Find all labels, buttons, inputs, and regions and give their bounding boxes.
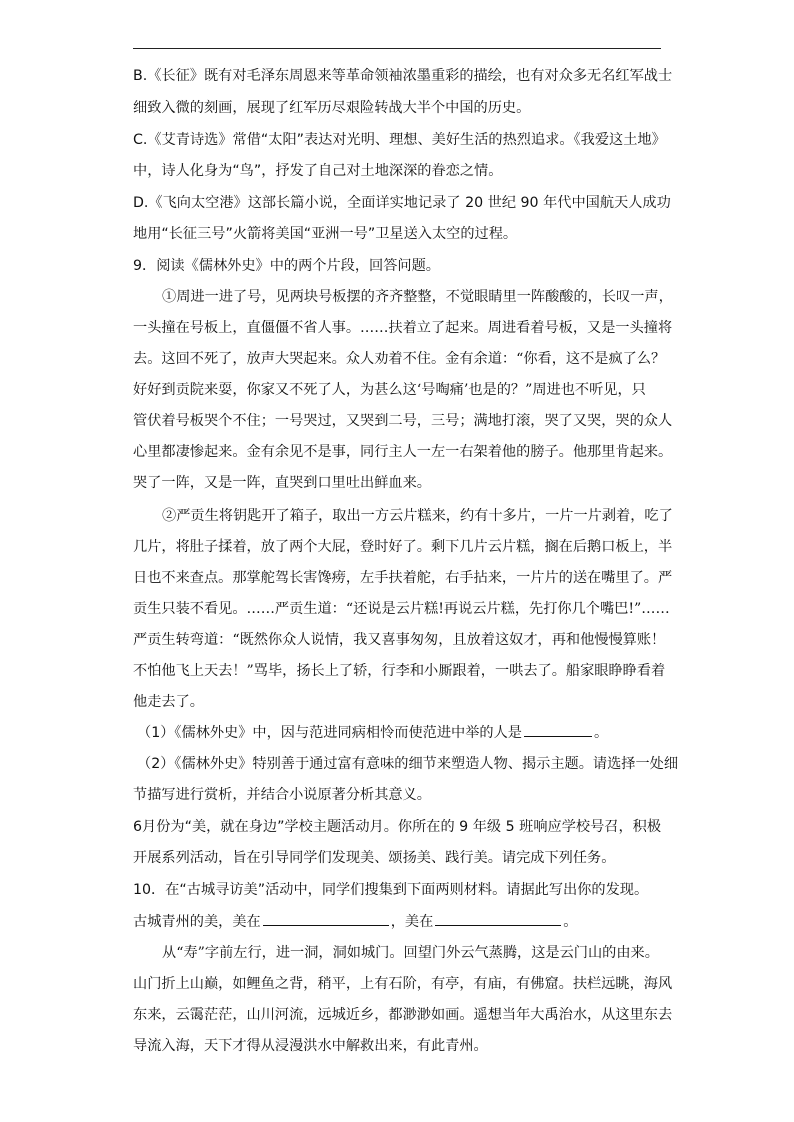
answer-blank[interactable]: [524, 722, 592, 737]
fill-middle: ，美在: [390, 914, 434, 930]
passage2-line: 不怕他飞上天去！”骂毕，扬长上了轿，行李和小厮跟着，一哄去了。船家眼睁睁看着: [133, 663, 666, 679]
passage2-line: 贡生只装不看见。……严贡生道：“还说是云片糕!再说云片糕，先打你几个嘴巴!”……: [133, 601, 670, 617]
option-d-line1: D.《飞向太空港》这部长篇小说，全面详实地记录了 20 世纪 90 年代中国航天人成功: [133, 195, 671, 211]
answer-blank[interactable]: [435, 911, 561, 926]
passage3-line: 东来，云霭茫茫，山川河流，远城近乡，都渺渺如画。遥想当年大禹治水，从这里东去: [133, 1007, 673, 1023]
fill-end: 。: [563, 914, 578, 930]
passage2-line: 他走去了。: [133, 694, 204, 710]
passage1-line: 一头撞在号板上，直僵僵不省人事。……扶着立了起来。周进看着号板，又是一头撞将: [133, 320, 673, 336]
passage2-line: 日也不来查点。那掌舵驾长害馋痨，左手扶着舵，右手拈来，一片片的送在嘴里了。严: [133, 570, 673, 586]
passage1-line: 去。这回不死了，放声大哭起来。众人劝着不住。金有余道：“你看，这不是疯了么？: [133, 351, 666, 367]
passage1-line: 心里都凄惨起来。金有余见不是事，同行主人一左一右架着他的膀子。他那里肯起来。: [133, 444, 673, 460]
header-rule: [133, 48, 661, 49]
passage3-line: 山门折上山巅，如鲤鱼之背，稍平，上有石阶，有亭，有庙，有佛窟。扶栏远眺，海风: [133, 976, 673, 992]
passage2-line: 严贡生转弯道：“既然你众人说情，我又喜事匆匆，且放着这奴才，再和他慢慢算账！: [133, 632, 666, 648]
activity-intro-line2: 开展系列活动，旨在引导同学们发现美、颂扬美、践行美。请完成下列任务。: [133, 850, 616, 866]
sub-question-2-line2: 节描写进行赏析，并结合小说原著分析其意义。: [133, 787, 431, 803]
passage3-line: 从“寿”字前左行，进一洞，洞如城门。回望门外云气蒸腾，这是云门山的由来。: [162, 945, 659, 961]
passage1-line: 好好到贡院来耍，你家又不死了人，为甚么这‘号啕痛’也是的？”周进也不听见，只: [133, 382, 646, 398]
question-9-stem: 9．阅读《儒林外史》中的两个片段，回答问题。: [133, 258, 440, 274]
sub-question-1-end: 。: [594, 725, 609, 741]
sub-question-1: [137, 722, 608, 743]
question-10-fill: [133, 911, 577, 932]
activity-intro-line1: 6月份为“美，就在身边”学校主题活动月。你所在的 9 年级 5 班响应学校号召，积极: [133, 819, 662, 835]
option-b-line1: B.《长征》既有对毛泽东周恩来等革命领袖浓墨重彩的描绘，也有对众多无名红军战士: [133, 68, 673, 84]
passage3-line: 导流入海，天下才得从浸漫洪水中解救出来，有此青州。: [133, 1038, 488, 1054]
passage1-line: 管伏着号板哭个不住；一号哭过，又哭到二号，三号；满地打滚，哭了又哭，哭的众人: [133, 413, 673, 429]
option-b-line2: 细致入微的刻画，展现了红军历尽艰险转战大半个中国的历史。: [133, 100, 531, 116]
passage1-line: 哭了一阵，又是一阵，直哭到口里吐出鲜血来。: [133, 475, 431, 491]
fill-prefix: 古城青州的美，美在: [133, 914, 261, 930]
question-10-stem: 10．在“古城寻访美”活动中，同学们搜集到下面两则材料。请据此写出你的发现。: [133, 882, 649, 898]
option-c-line1: C.《艾青诗选》常借“太阳”表达对光明、理想、美好生活的热烈追求。《我爱这土地》: [133, 132, 666, 148]
passage2-line: 几片，将肚子揉着，放了两个大屁，登时好了。剩下几片云片糕，搁在后鹅口板上，半: [133, 539, 673, 555]
answer-blank[interactable]: [263, 911, 389, 926]
passage1-line: ①周进一进了号，见两块号板摆的齐齐整整，不觉眼睛里一阵酸酸的，长叹一声，: [162, 289, 673, 305]
passage2-line: ②严贡生将钥匙开了箱子，取出一方云片糕来，约有十多片，一片一片剥着，吃了: [162, 508, 673, 524]
sub-question-1-text: （1）《儒林外史》中，因与范进同病相怜而使范进中举的人是: [137, 725, 522, 741]
option-c-line2: 中，诗人化身为“鸟”，抒发了自己对土地深深的眷恋之情。: [133, 163, 503, 179]
sub-question-2-line1: （2）《儒林外史》特别善于通过富有意味的细节来塑造人物、揭示主题。请选择一处细: [137, 756, 679, 772]
option-d-line2: 地用“长征三号”火箭将美国“亚洲一号”卫星送入太空的过程。: [133, 226, 518, 242]
